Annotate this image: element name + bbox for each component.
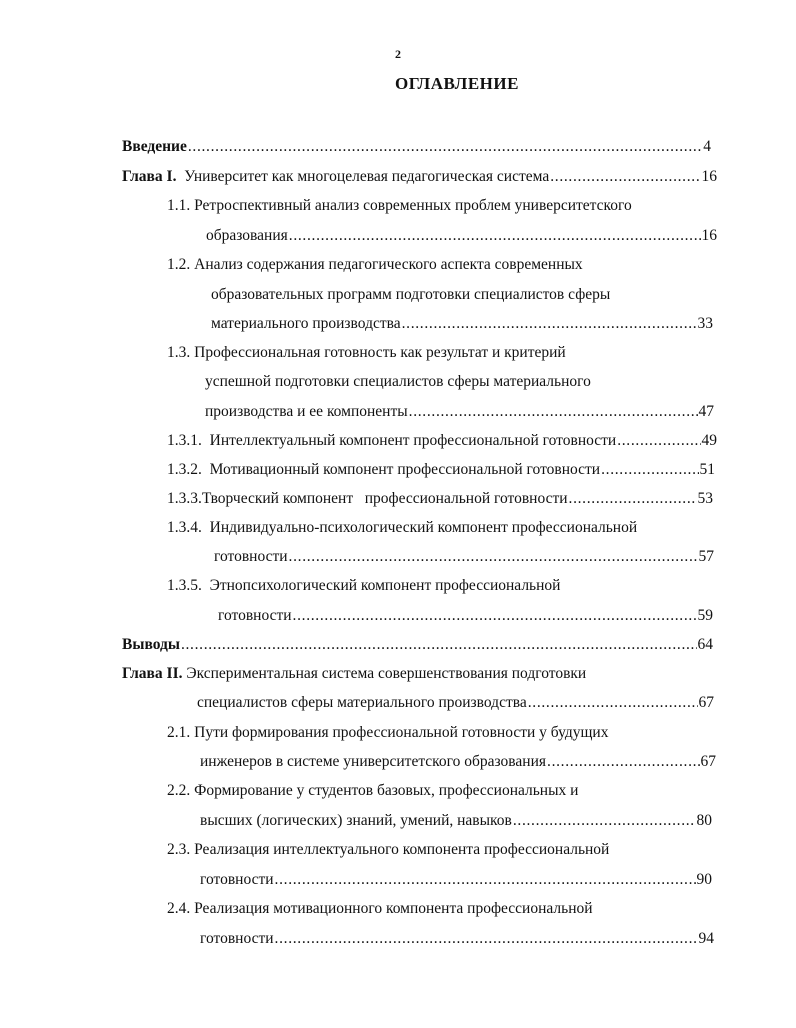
toc-entry-text: Экспериментальная система совершенствования подготовки: [186, 665, 587, 682]
leader-dots: [402, 314, 697, 334]
toc-entry-text: Формирование у студентов базовых, профессиональных и: [194, 782, 579, 799]
toc-entry-2-1-line2: [200, 752, 716, 772]
toc-entry-1-3-line3: [205, 402, 714, 422]
toc-page-number: 16: [701, 227, 717, 244]
toc-entry-1-3-4-line1: [167, 518, 637, 538]
toc-entry-1-1-line2: [206, 226, 717, 246]
toc-entry-1-3-5-line1: [167, 576, 560, 596]
toc-entry-text: Мотивационный компонент профессиональной готовности: [209, 461, 601, 478]
toc-entry-text: материального производства: [211, 315, 401, 332]
toc-page-number: 53: [697, 490, 713, 507]
toc-entry-chapter-1: [122, 167, 717, 187]
toc-entry-1-2-line1: [167, 255, 583, 275]
page-number: 2: [395, 47, 401, 61]
toc-section-number: 1.2.: [167, 256, 191, 273]
toc-entry-label: Выводы: [122, 636, 180, 653]
toc-page-number: 80: [696, 812, 712, 829]
toc-entry-text: Университет как многоцелевая педагогическая система: [184, 168, 550, 185]
leader-dots: [293, 606, 697, 626]
leader-dots: [513, 811, 696, 831]
toc-entry-text: Реализация интеллектуального компонента профессиональной: [194, 841, 610, 858]
toc-entry-text: Ретроспективный анализ современных проблем университетского: [194, 197, 632, 214]
leader-dots: [409, 402, 698, 422]
toc-entry-1-3-line2: [205, 372, 591, 392]
leader-dots: [181, 635, 697, 655]
toc-page-number: 49: [701, 432, 717, 449]
toc-page-number: 90: [696, 871, 712, 888]
toc-entry-2-2-line1: [167, 781, 578, 801]
toc-page-number: 94: [698, 930, 714, 947]
leader-dots: [188, 137, 702, 157]
toc-section-number: 2.2.: [167, 782, 191, 799]
toc-entry-text: специалистов сферы материального производства: [197, 694, 527, 711]
toc-entry-1-2-line2: [211, 285, 610, 305]
leader-dots: [289, 226, 701, 246]
toc-entry-1-2-line3: [211, 314, 713, 334]
toc-entry-2-3-line1: [167, 840, 609, 860]
toc-section-number: 1.1.: [167, 197, 191, 214]
toc-entry-text: инженеров в системе университетского образования: [200, 753, 547, 770]
toc-page-number: 33: [697, 315, 713, 332]
toc-entry-text: готовности: [200, 871, 274, 888]
toc-section-number: 1.3.4.: [167, 519, 202, 536]
toc-entry-text: Реализация мотивационного компонента профессиональной: [194, 900, 593, 917]
toc-entry-2-3-line2: [200, 870, 712, 890]
toc-section-number: 2.4.: [167, 900, 191, 917]
leader-dots: [528, 693, 698, 713]
toc-entry-1-3-3: [167, 489, 713, 509]
leader-dots: [601, 460, 698, 480]
toc-section-number: 1.3.1.: [167, 432, 202, 449]
toc-chapter-label: Глава I.: [122, 168, 177, 185]
toc-entry-2-4-line1: [167, 899, 593, 919]
toc-entry-text: Анализ содержания педагогического аспекта современных: [194, 256, 583, 273]
leader-dots: [275, 929, 698, 949]
toc-section-number: 1.3.3.: [167, 490, 202, 507]
toc-entry-text: Индивидуально-психологический компонент профессиональной: [209, 519, 638, 536]
toc-entry-1-3-4-line2: [214, 547, 714, 567]
toc-entry-2-2-line2: [200, 811, 712, 831]
toc-entry-text: образования: [206, 227, 288, 244]
toc-entry-text: производства и ее компоненты: [205, 403, 408, 420]
toc-entry-text: Пути формирования профессиональной готовности у будущих: [194, 724, 609, 741]
toc-entry-text: Творческий компонент профессиональной готовности: [201, 490, 568, 507]
toc-entry-text: образовательных программ подготовки специалистов сферы: [211, 286, 611, 303]
toc-entry-text: высших (логических) знаний, умений, навыков: [200, 812, 512, 829]
toc-page-number: 51: [699, 461, 715, 478]
toc-page-number: 67: [700, 753, 716, 770]
toc-page-number: 64: [697, 636, 713, 653]
toc-entry-text: Интеллектуальный компонент профессиональной готовности: [209, 432, 617, 449]
toc-entry-text: готовности: [218, 607, 292, 624]
toc-entry-1-3-5-line2: [218, 606, 713, 626]
toc-entry-1-3-2: [167, 460, 715, 480]
toc-entry-1-3-1: [167, 431, 717, 451]
toc-section-number: 1.3.2.: [167, 461, 202, 478]
toc-entry-1-1-line1: [167, 196, 632, 216]
toc-entry-text: успешной подготовки специалистов сферы материального: [205, 373, 591, 390]
toc-page-number: 59: [697, 607, 713, 624]
page-title: [0, 74, 796, 94]
toc-section-number: 1.3.5.: [167, 577, 202, 594]
toc-entry-chapter-2-line2: [197, 693, 714, 713]
toc-chapter-label: Глава II.: [122, 665, 183, 682]
toc-page-number: 67: [698, 694, 714, 711]
leader-dots: [550, 167, 700, 187]
toc-entry-conclusions: [122, 635, 713, 655]
toc-entry-text: Этнопсихологический компонент профессиональной: [209, 577, 561, 594]
toc-section-number: 2.1.: [167, 724, 191, 741]
toc-entry-2-4-line2: [200, 929, 714, 949]
toc-entry-2-1-line1: [167, 723, 608, 743]
leader-dots: [289, 547, 698, 567]
toc-page-number: 47: [698, 403, 714, 420]
toc-entry-text: готовности: [214, 548, 288, 565]
leader-dots: [275, 870, 696, 890]
leader-dots: [569, 489, 697, 509]
toc-entry-text: готовности: [200, 930, 274, 947]
toc-entry-intro: [122, 137, 711, 157]
toc-page-number: 16: [701, 168, 717, 185]
leader-dots: [617, 431, 700, 451]
toc-entry-label: Введение: [122, 138, 187, 155]
toc-page-number: 4: [703, 138, 711, 155]
page-title-text: ОГЛАВЛЕНИЕ: [395, 74, 519, 93]
toc-page-number: 57: [698, 548, 714, 565]
toc-entry-chapter-2-line1: [122, 664, 586, 684]
toc-entry-text: Профессиональная готовность как результат и критерий: [194, 344, 566, 361]
toc-section-number: 2.3.: [167, 841, 191, 858]
toc-section-number: 1.3.: [167, 344, 191, 361]
toc-entry-1-3-line1: [167, 343, 566, 363]
leader-dots: [547, 752, 699, 772]
